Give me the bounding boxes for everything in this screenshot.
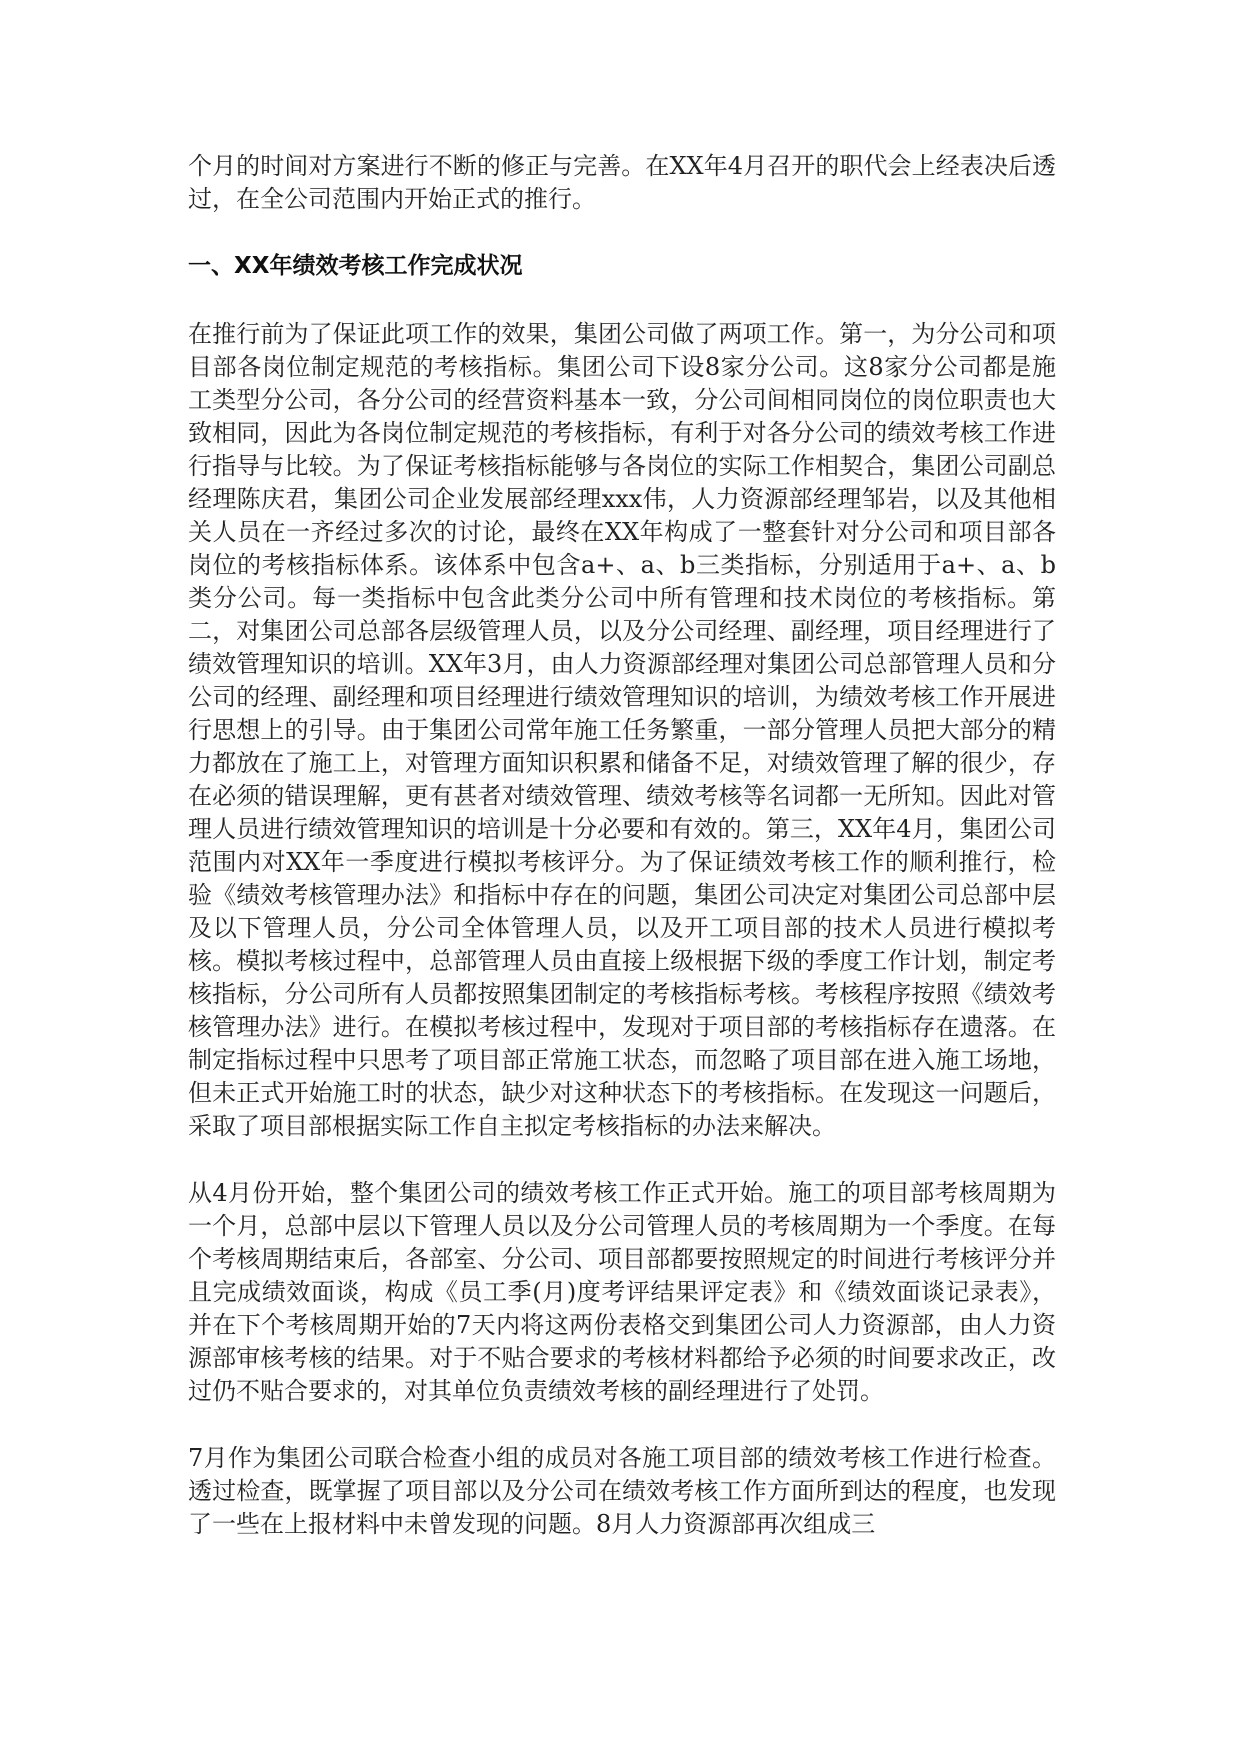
section-heading: 一、XX年绩效考核工作完成状况 [188, 253, 523, 279]
body-paragraph-3: 7月作为集团公司联合检查小组的成员对各施工项目部的绩效考核工作进行检查。透过检查，既掌握了项目部以及分公司在绩效考核工作方面所到达的程度，也发现了一些在上报材料中未曾发现的问题。8月人力资源部再次组成三 [188, 1444, 1056, 1538]
body-paragraph-1: 在推行前为了保证此项工作的效果，集团公司做了两项工作。第一，为分公司和项目部各岗位制定规范的考核指标。集团公司下设8家分公司。这8家分公司都是施工类型分公司，各分公司的经营资料基本一致，分公司间相同岗位的岗位职责也大致相同，因此为各岗位制定规范的考核指标，有利于对各分公司的绩效考核工作进行指导与比较。为了保证考核指标能够与各岗位的实际工作相契合，集团公司副总经理陈庆君，集团公司企业发展部经理xxx伟，人力资源部经理邹岩，以及其他相关人员在一齐经过多次的讨论，最终在XX年构成了一整套针对分公司和项目部各岗位的考核指标体系。该体系中包含a+、a、b三类指标，分别适用于a+、a、b类分公司。每一类指标中包含此类分公司中所有管理和技术岗位的考核指标。第二，对集团公司总部各层级管理人员，以及分公司经理、副经理，项目经理进行了绩效管理知识的培训。XX年3月，由人力资源部经理对集团公司总部管理人员和分公司的经理、副经理和项目经理进行绩效管理知识的培训，为绩效考核工作开展进行思想上的引导。由于集团公司常年施工任务繁重，一部分管理人员把大部分的精力都放在了施工上，对管理方面知识积累和储备不足，对绩效管理了解的很少，存在必须的错误理解，更有甚者对绩效管理、绩效考核等名词都一无所知。因此对管理人员进行绩效管理知识的培训是十分必要和有效的。第三，XX年4月，集团公司范围内对XX年一季度进行模拟考核评分。为了保证绩效考核工作的顺利推行，检验《绩效考核管理办法》和指标中存在的问题，集团公司决定对集团公司总部中层及以下管理人员，分公司全体管理人员，以及开工项目部的技术人员进行模拟考核。模拟考核过程中，总部管理人员由直接上级根据下级的季度工作计划，制定考核指标，分公司所有人员都按照集团制定的考核指标考核。考核程序按照《绩效考核管理办法》进行。在模拟考核过程中，发现对于项目部的考核指标存在遗落。在制定指标过程中只思考了项目部正常施工状态，而忽略了项目部在进入施工场地，但未正式开始施工时的状态，缺少对这种状态下的考核指标。在发现这一问题后，采取了项目部根据实际工作自主拟定考核指标的办法来解决。 [188, 320, 1056, 1140]
intro-paragraph: 个月的时间对方案进行不断的修正与完善。在XX年4月召开的职代会上经表决后透过，在全公司范围内开始正式的推行。 [188, 152, 1056, 213]
body-paragraph-2: 从4月份开始，整个集团公司的绩效考核工作正式开始。施工的项目部考核周期为一个月，总部中层以下管理人员以及分公司管理人员的考核周期为一个季度。在每个考核周期结束后，各部室、分公司、项目部都要按照规定的时间进行考核评分并且完成绩效面谈，构成《员工季(月)度考评结果评定表》和《绩效面谈记录表》，并在下个考核周期开始的7天内将这两份表格交到集团公司人力资源部，由人力资源部审核考核的结果。对于不贴合要求的考核材料都给予必须的时间要求改正，改过仍不贴合要求的，对其单位负责绩效考核的副经理进行了处罚。 [188, 1179, 1056, 1405]
document-body [188, 150, 1056, 1541]
